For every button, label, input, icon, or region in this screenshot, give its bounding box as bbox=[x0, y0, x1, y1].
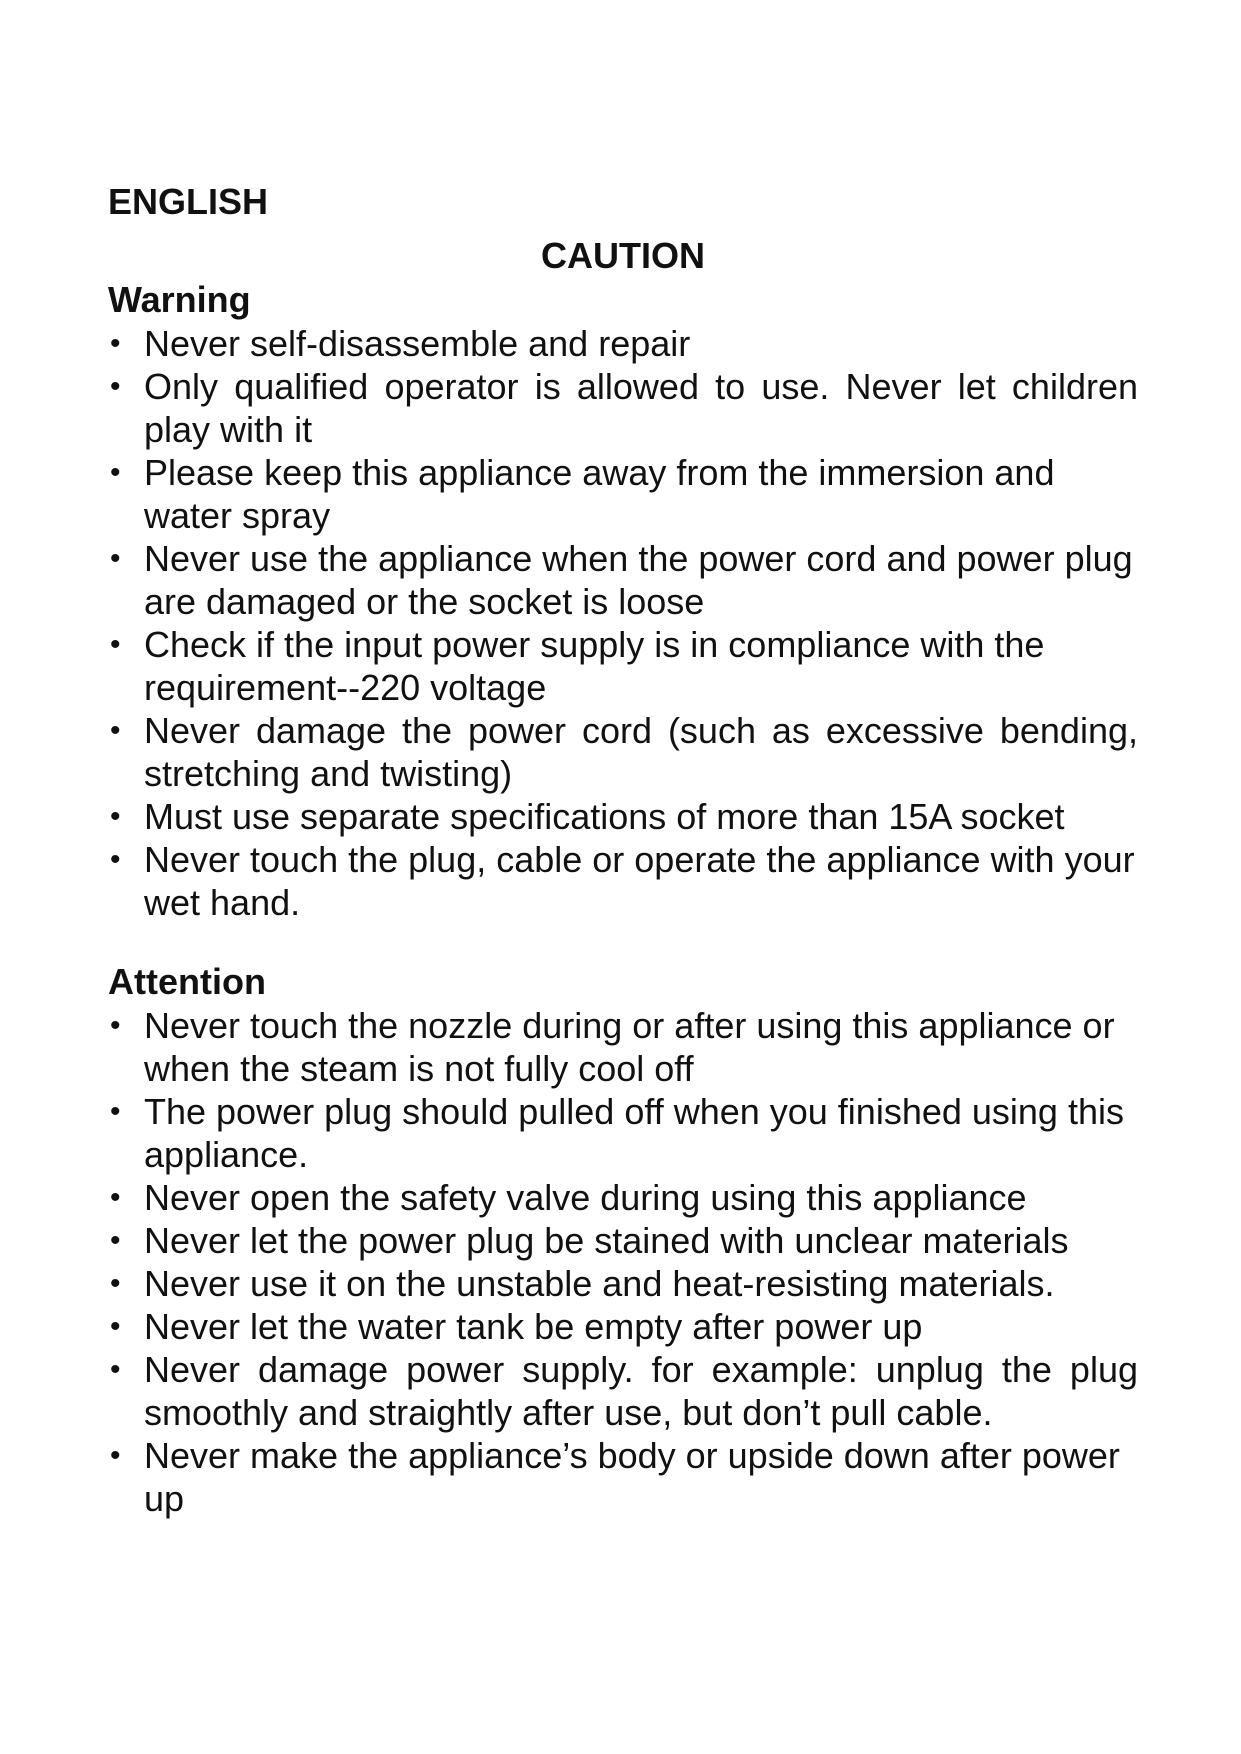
attention-item: • Never use it on the unstable and heat-resisting materials. bbox=[110, 1263, 1055, 1304]
bullet-icon: • bbox=[110, 714, 121, 747]
bullet-icon: • bbox=[110, 1439, 121, 1472]
warning-list bbox=[108, 322, 1168, 924]
caution-title: CAUTION bbox=[541, 235, 705, 276]
attention-list bbox=[108, 1004, 1168, 1520]
bullet-icon: • bbox=[110, 1095, 121, 1128]
attention-item: • Never touch the nozzle during or after using this appliance or when the steam is not fully cool off bbox=[110, 1005, 1115, 1089]
attention-item: • Never open the safety valve during using this appliance bbox=[110, 1177, 1027, 1218]
bullet-icon: • bbox=[110, 1267, 121, 1300]
bullet-icon: • bbox=[110, 1224, 121, 1257]
bullet-icon: • bbox=[110, 327, 121, 360]
bullet-icon: • bbox=[110, 456, 121, 489]
attention-heading: Attention bbox=[108, 961, 266, 1002]
warning-item: • Never use the appliance when the power cord and power plug are damaged or the socket is loose bbox=[110, 538, 1133, 622]
warning-item: • Must use separate specifications of more than 15A socket bbox=[110, 796, 1065, 837]
bullet-icon: • bbox=[110, 1009, 121, 1042]
attention-item: • Never make the appliance’s body or upside down after power up bbox=[110, 1435, 1120, 1519]
attention-item: • Never let the water tank be empty after power up bbox=[110, 1306, 923, 1347]
bullet-icon: • bbox=[110, 1181, 121, 1214]
bullet-icon: • bbox=[110, 628, 121, 661]
bullet-icon: • bbox=[110, 1353, 121, 1386]
warning-item: • Check if the input power supply is in compliance with the requirement--220 voltage bbox=[110, 624, 1045, 708]
warning-item: • Never self-disassemble and repair bbox=[110, 323, 691, 364]
warning-heading: Warning bbox=[108, 279, 251, 320]
warning-item: • Please keep this appliance away from the immersion and water spray bbox=[110, 452, 1055, 536]
attention-item: • Never damage power supply. for example: unplug the plug smoothly and straightly after use, but don’t pull cable. bbox=[110, 1349, 1138, 1433]
bullet-icon: • bbox=[110, 370, 121, 403]
bullet-icon: • bbox=[110, 843, 121, 876]
bullet-icon: • bbox=[110, 800, 121, 833]
warning-item: • Never touch the plug, cable or operate the appliance with your wet hand. bbox=[110, 839, 1135, 923]
warning-item: • Never damage the power cord (such as excessive bending, stretching and twisting) bbox=[110, 710, 1138, 794]
warning-item: • Only qualified operator is allowed to use. Never let children play with it bbox=[110, 366, 1138, 450]
bullet-icon: • bbox=[110, 542, 121, 575]
bullet-icon: • bbox=[110, 1310, 121, 1343]
attention-item: • The power plug should pulled off when you finished using this appliance. bbox=[110, 1091, 1124, 1175]
manual-page bbox=[108, 180, 1168, 1520]
attention-item: • Never let the power plug be stained with unclear materials bbox=[110, 1220, 1069, 1261]
language-label: ENGLISH bbox=[108, 181, 269, 222]
